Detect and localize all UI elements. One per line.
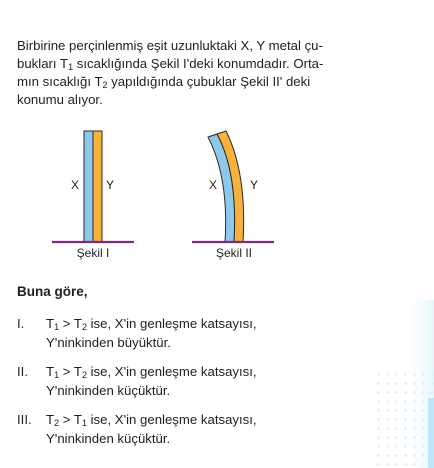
statement-number: III. <box>17 412 32 427</box>
statement-number: II. <box>17 364 28 379</box>
rod-x-label: X <box>71 178 80 192</box>
conclusion-heading: Buna göre, <box>17 284 88 299</box>
rod-y-label: Y <box>106 178 115 192</box>
intro-line-2: bukları $T_1$ sıcaklığında Şekil I'deki konumdadır. Orta- <box>17 56 324 72</box>
intro-line-4: konumu alıyor. <box>17 92 103 107</box>
rod-y-label: Y <box>250 178 259 192</box>
figure-1 <box>40 123 150 273</box>
dot-pattern <box>374 370 434 465</box>
statement-number: I. <box>17 316 25 331</box>
rod-x <box>84 131 93 242</box>
figure-2 <box>190 123 310 273</box>
rod-y <box>93 131 102 242</box>
figure-2-caption: Şekil II <box>215 246 252 260</box>
statement-text: $T_1 > T_2$ ise, X'in genleşme katsayısı, Y'ninkinden büyüktür. <box>46 316 257 350</box>
question-intro <box>17 37 417 109</box>
intro-line-1: Birbirine perçinlenmiş eşit uzunluktaki X, Y metal çu- <box>17 38 323 53</box>
statement-text: $T_1 > T_2$ ise, X'in genleşme katsayısı, Y'ninkinden küçüktür. <box>46 364 257 398</box>
intro-line-3: mın sıcaklığı $T_2$ yapıldığında çubuklar Şekil II' deki <box>17 74 311 90</box>
rod-x-label: X <box>209 178 218 192</box>
accent-bar <box>428 398 434 468</box>
figure-1-caption: Şekil I <box>76 246 110 260</box>
statement-text: $T_2 > T_1$ ise, X'in genleşme katsayısı, Y'ninkinden küçüktür. <box>46 412 257 446</box>
